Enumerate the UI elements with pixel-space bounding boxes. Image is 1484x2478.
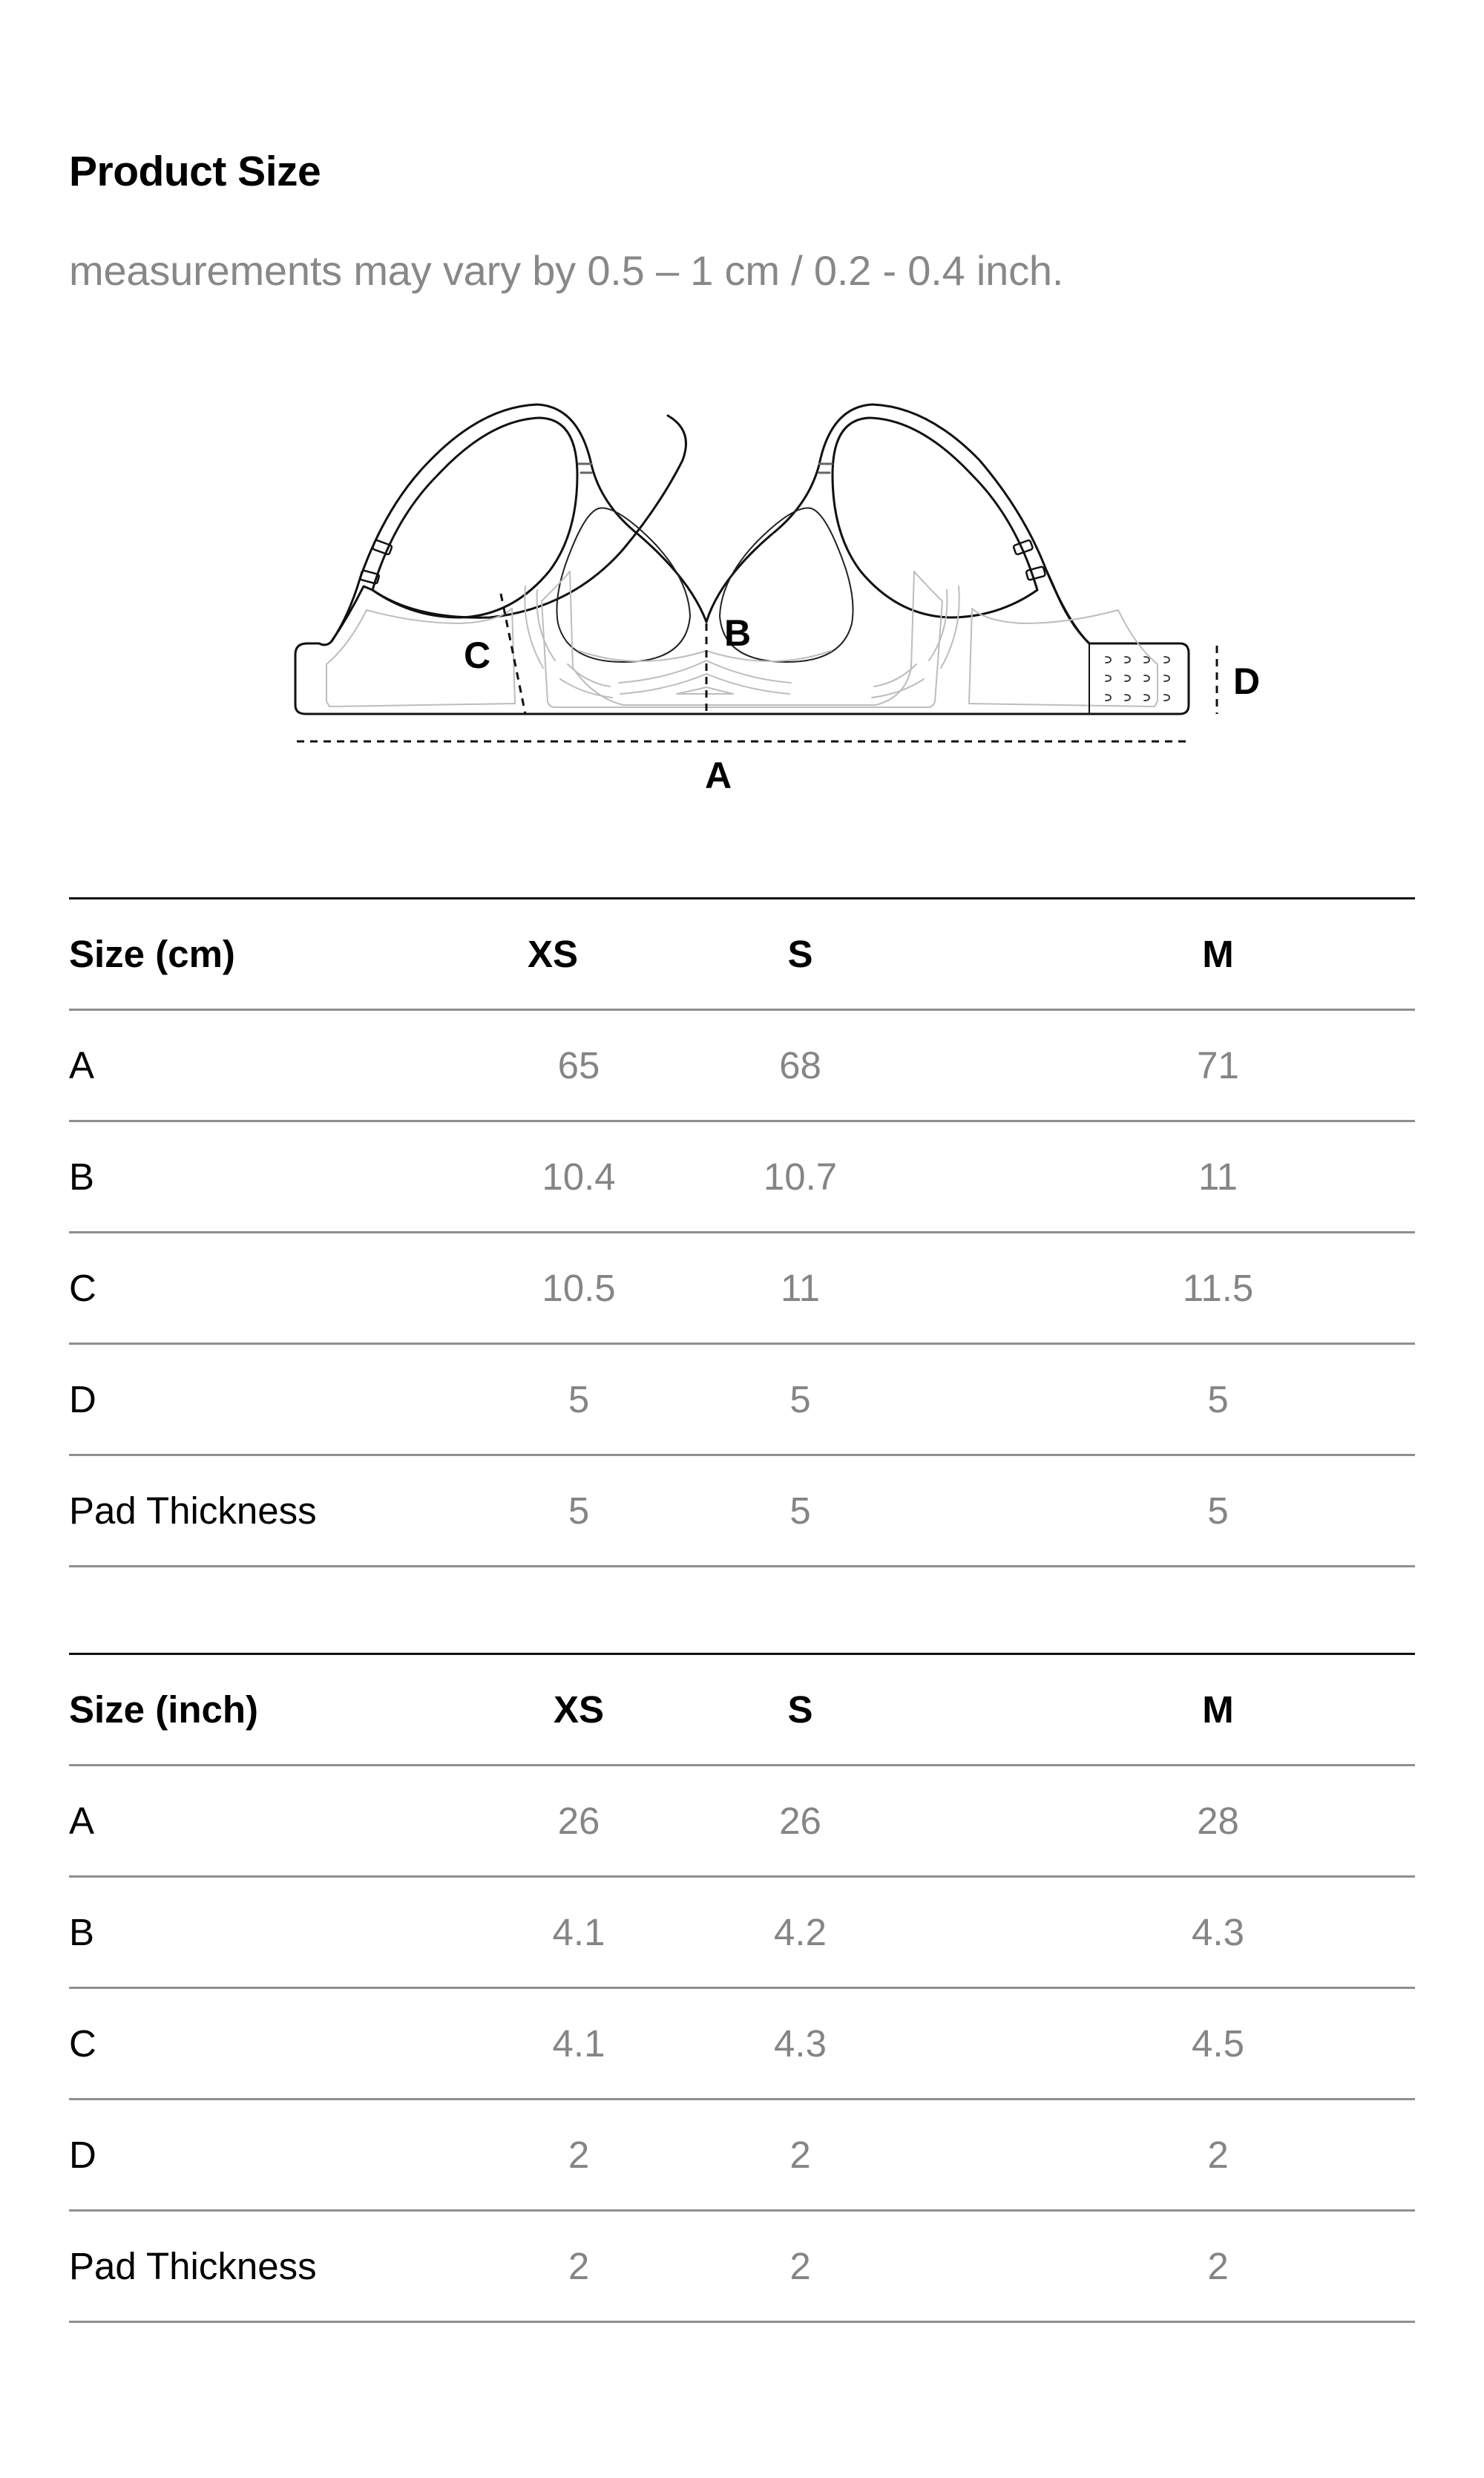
row-label: Pad Thickness xyxy=(69,1455,366,1567)
table-row xyxy=(69,1010,1415,1121)
size-table-cm xyxy=(69,897,1415,1567)
header-m: M xyxy=(1095,1654,1415,1766)
measure-b-label: B xyxy=(724,612,752,654)
row-label: Pad Thickness xyxy=(69,2211,366,2322)
cell-s: 2 xyxy=(652,2100,1095,2211)
table-row xyxy=(69,1121,1415,1233)
cell-xs: 4.1 xyxy=(366,1877,652,1988)
header-xs: XS xyxy=(366,1654,652,1766)
header-size-cm: Size (cm) xyxy=(69,899,366,1010)
measure-d-label: D xyxy=(1233,661,1261,702)
measurement-tolerance-note: measurements may vary by 0.5 – 1 cm / 0.2 - 0.4 inch. xyxy=(69,247,1064,294)
cell-s: 11 xyxy=(652,1233,1095,1344)
table-row xyxy=(69,2100,1415,2211)
measure-a-label: A xyxy=(705,755,732,796)
cell-m: 28 xyxy=(1095,1766,1415,1877)
table-row xyxy=(69,2211,1415,2322)
cell-s: 68 xyxy=(652,1010,1095,1121)
row-label: C xyxy=(69,1988,366,2100)
cell-xs: 2 xyxy=(366,2100,652,2211)
left-armhole xyxy=(372,418,577,617)
cell-s: 5 xyxy=(652,1455,1095,1567)
cell-s: 5 xyxy=(652,1344,1095,1455)
cell-s: 4.3 xyxy=(652,1988,1095,2100)
cell-s: 2 xyxy=(652,2211,1095,2322)
cell-m: 2 xyxy=(1095,2211,1415,2322)
cell-m: 4.5 xyxy=(1095,1988,1415,2100)
cell-s: 4.2 xyxy=(652,1877,1095,1988)
cell-xs: 2 xyxy=(366,2211,652,2322)
cell-xs: 5 xyxy=(366,1344,652,1455)
page-title: Product Size xyxy=(69,148,321,195)
left-strap-outer xyxy=(332,404,706,641)
table-row xyxy=(69,1233,1415,1344)
header-s: S xyxy=(652,899,1095,1010)
table-row xyxy=(69,1766,1415,1877)
right-strap-adjusters xyxy=(1013,540,1045,580)
cell-xs: 65 xyxy=(366,1010,652,1121)
measure-c-label: C xyxy=(464,635,491,676)
cell-m: 2 xyxy=(1095,2100,1415,2211)
table-row xyxy=(69,1344,1415,1455)
right-strap-ring xyxy=(819,464,832,473)
header-size-inch: Size (inch) xyxy=(69,1654,366,1766)
row-label: A xyxy=(69,1010,366,1121)
cell-m: 71 xyxy=(1095,1010,1415,1121)
cell-m: 5 xyxy=(1095,1344,1415,1455)
cell-m: 4.3 xyxy=(1095,1877,1415,1988)
cell-m: 11.5 xyxy=(1095,1233,1415,1344)
left-cup xyxy=(556,508,690,662)
cell-xs: 26 xyxy=(366,1766,652,1877)
cell-xs: 5 xyxy=(366,1455,652,1567)
cell-m: 11 xyxy=(1095,1121,1415,1233)
header-s: S xyxy=(652,1654,1095,1766)
size-table-inch xyxy=(69,1653,1415,2323)
table-row xyxy=(69,1877,1415,1988)
cell-xs: 10.4 xyxy=(366,1121,652,1233)
table-row xyxy=(69,1988,1415,2100)
row-label: A xyxy=(69,1766,366,1877)
cell-s: 26 xyxy=(652,1766,1095,1877)
row-label: B xyxy=(69,1121,366,1233)
header-m: M xyxy=(1095,899,1415,1010)
row-label: D xyxy=(69,2100,366,2211)
cell-m: 5 xyxy=(1095,1455,1415,1567)
header-xs: XS xyxy=(366,899,652,1010)
bra-measurement-diagram xyxy=(0,0,1484,816)
row-label: D xyxy=(69,1344,366,1455)
table-header-row xyxy=(69,899,1415,1010)
right-armhole xyxy=(833,418,1037,617)
cell-s: 10.7 xyxy=(652,1121,1095,1233)
row-label: C xyxy=(69,1233,366,1344)
table-row xyxy=(69,1455,1415,1567)
bra-illustration xyxy=(295,404,1189,714)
row-label: B xyxy=(69,1877,366,1988)
right-strap-outer xyxy=(706,404,1089,643)
left-strap-ring xyxy=(579,464,591,473)
table-header-row xyxy=(69,1654,1415,1766)
cell-xs: 10.5 xyxy=(366,1233,652,1344)
cell-xs: 4.1 xyxy=(366,1988,652,2100)
